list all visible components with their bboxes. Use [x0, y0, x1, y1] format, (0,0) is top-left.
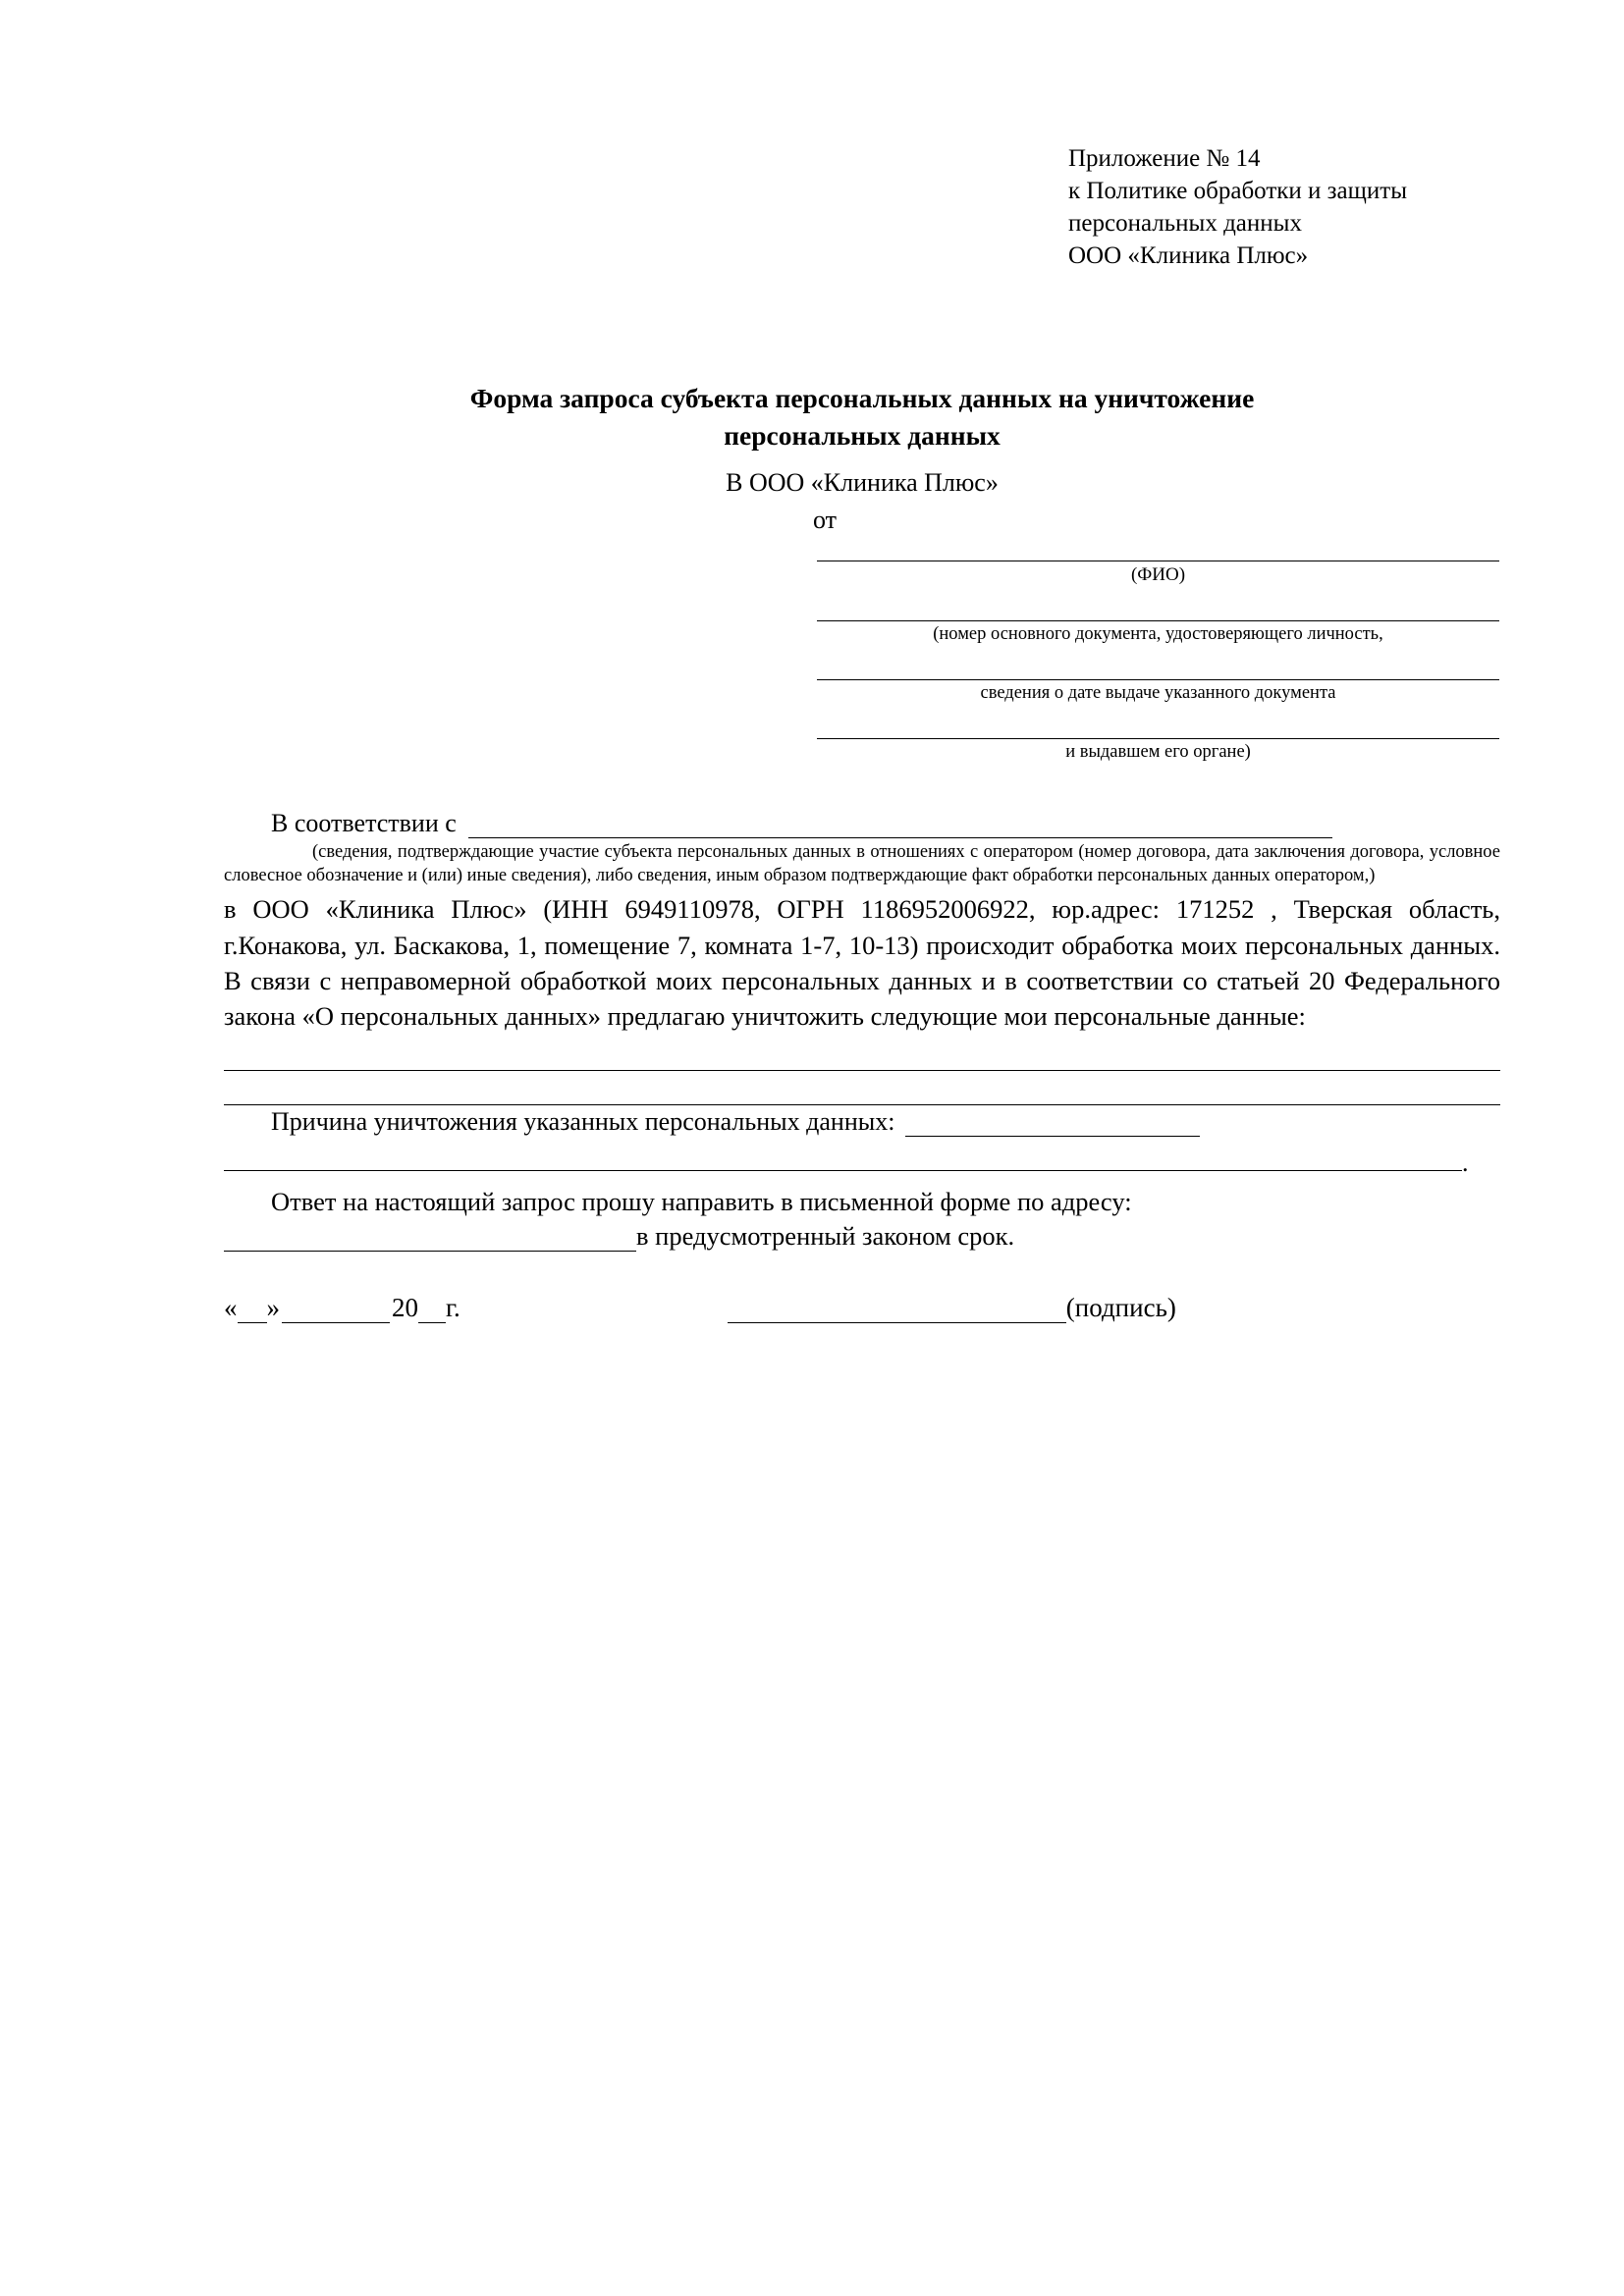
reason-end-punct: .	[1462, 1148, 1469, 1177]
data-blank-line-1[interactable]	[224, 1035, 1500, 1071]
answer-paragraph	[224, 1184, 1500, 1219]
document-date-caption: сведения о дате выдаче указанного документа	[980, 682, 1336, 703]
date-year-suffix: г.	[446, 1292, 460, 1322]
reason-input-line-2[interactable]	[224, 1137, 1462, 1171]
reason-row-2	[224, 1137, 1500, 1178]
signature-field	[728, 1293, 1176, 1323]
from-label: от	[813, 505, 838, 534]
main-paragraph: в ООО «Клиника Плюс» (ИНН 6949110978, ОГРН 1186952006922, юр.адрес: 171252 , Тверская область, г.Конакова, ул. Баскакова, 1, помещение 7, комната 1-7, 10-13) происходит обработка моих персональных данных. В связи с неправомерной обработкой моих персональных данных и в соответствии со статьей 20 Федерального закона «О персональных данных» предлагаю уничтожить следующие мои персональные данные:	[224, 894, 1500, 1032]
fio-caption: (ФИО)	[1130, 563, 1186, 585]
date-year-input[interactable]	[418, 1303, 446, 1323]
header-block	[1068, 142, 1500, 272]
signature-input-line[interactable]	[728, 1301, 1066, 1323]
data-blank-line-2[interactable]	[224, 1071, 1500, 1105]
accordance-row	[224, 809, 1500, 838]
fio-input-line[interactable]	[817, 535, 1499, 561]
header-line-1: Приложение № 14	[1068, 145, 1261, 172]
document-number-caption: (номер основного документа, удостоверяющего личность,	[933, 623, 1383, 644]
accordance-lead: В соответствии с	[271, 809, 457, 837]
document-date-input-line[interactable]	[817, 654, 1499, 680]
spacer-1	[817, 587, 1499, 595]
spacer-2	[817, 646, 1499, 654]
answer-address-row	[224, 1221, 1500, 1252]
title-line-2: персональных данных	[724, 419, 1001, 451]
issuing-authority-caption: и выдавшем его органе)	[1065, 741, 1251, 762]
date-close-quote: »	[266, 1292, 280, 1322]
reason-row	[224, 1107, 1500, 1137]
accordance-note	[224, 841, 1500, 887]
document-number-input-line[interactable]	[817, 595, 1499, 621]
answer-paragraph-text: Ответ на настоящий запрос прошу направить в письменной форме по адресу:	[271, 1186, 1132, 1216]
date-field	[224, 1293, 460, 1323]
applicant-fields	[817, 535, 1499, 764]
header-line-2: к Политике обработки и защиты	[1068, 178, 1408, 204]
document-content	[224, 142, 1500, 1323]
accordance-note-text: (сведения, подтверждающие участие субъекта персональных данных в отношениях с оператором (номер договора, дата заключения договора, условное словесное обозначение и (или) иные сведения), либо сведения, иным образом подтверждающие факт обработки персональных данных оператором,)	[224, 842, 1500, 885]
spacer-3	[817, 705, 1499, 713]
reason-label: Причина уничтожения указанных персональных данных:	[271, 1106, 895, 1136]
date-day-input[interactable]	[238, 1303, 267, 1323]
answer-tail: в предусмотренный законом срок.	[636, 1220, 1015, 1251]
answer-address-input-line[interactable]	[224, 1227, 636, 1252]
header-line-4: ООО «Клиника Плюс»	[1068, 242, 1309, 269]
page-title	[224, 380, 1500, 454]
accordance-input-line[interactable]	[468, 814, 1332, 838]
date-open-quote: «	[224, 1292, 238, 1322]
addressee: В ООО «Клиника Плюс»	[726, 467, 999, 497]
issuing-authority-input-line[interactable]	[817, 713, 1499, 739]
header-line-3: персональных данных	[1068, 210, 1302, 237]
reason-input-line-1[interactable]	[905, 1112, 1200, 1137]
signature-row	[224, 1293, 1500, 1323]
date-year-prefix: 20	[392, 1292, 418, 1322]
body-section	[224, 809, 1500, 1323]
signature-caption: (подпись)	[1065, 1292, 1176, 1322]
date-month-input[interactable]	[282, 1303, 390, 1323]
title-line-1: Форма запроса субъекта персональных данных на уничтожение	[469, 383, 1255, 413]
